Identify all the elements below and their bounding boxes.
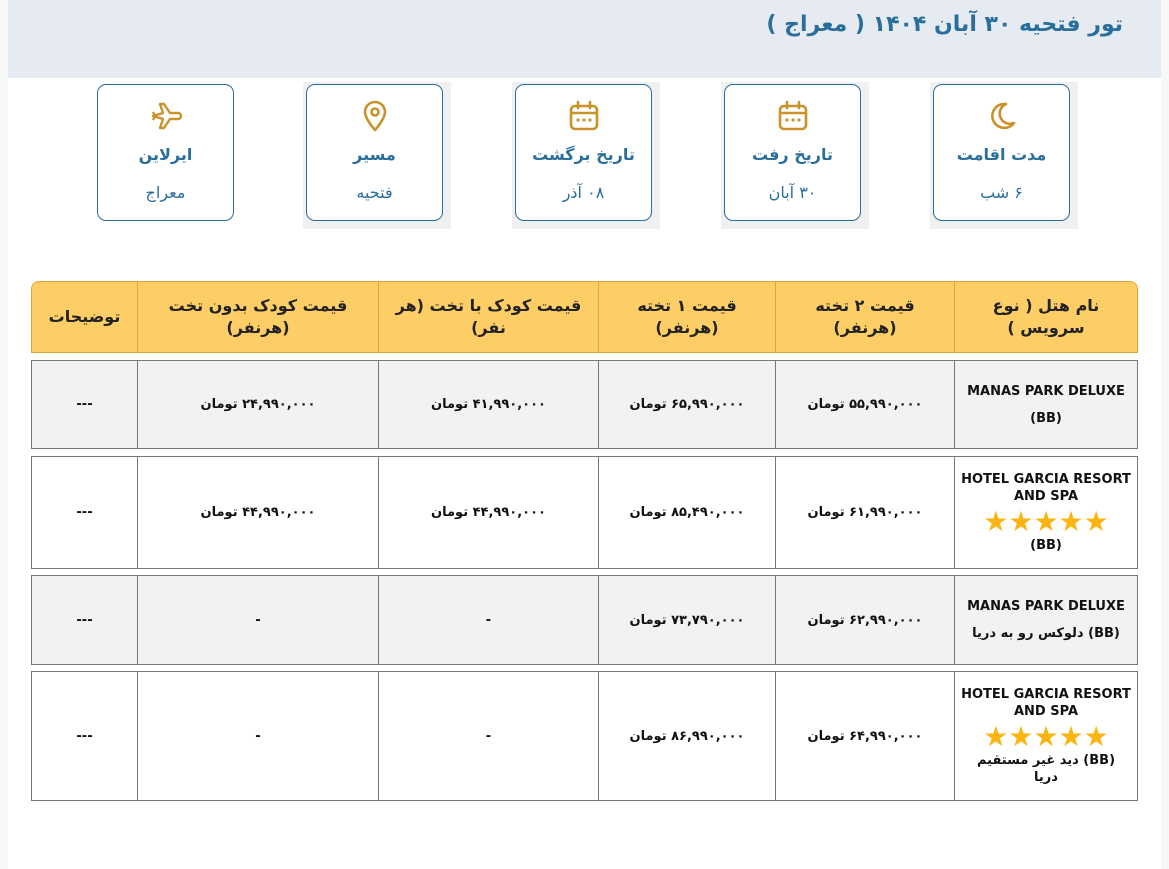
hotel-name: HOTEL GARCIA RESORT AND SPA [961, 687, 1131, 719]
single-price: ۷۳,۷۹۰,۰۰۰ تومان [598, 575, 776, 665]
table-header-row [31, 281, 1138, 353]
calendar-icon [516, 99, 651, 133]
hotel-name: MANAS PARK DELUXE [967, 599, 1125, 614]
card-value: معراج [145, 183, 186, 202]
header-notes: توضیحات [31, 281, 138, 353]
header-double-price: قیمت ۲ تخته (هرنفر) [775, 281, 955, 353]
table-row [31, 671, 1138, 801]
notes: --- [31, 360, 138, 449]
child-nobed-price: - [137, 671, 379, 801]
card-route [303, 82, 451, 229]
hotel-name: HOTEL GARCIA RESORT AND SPA [961, 472, 1131, 504]
card-departure-date [721, 82, 869, 229]
service-type: (BB) دید غیر مستقیم دریا [976, 753, 1116, 785]
double-price: ۶۲,۹۹۰,۰۰۰ تومان [775, 575, 955, 665]
hotel-cell [954, 671, 1138, 801]
card-value: ۰۸ آذر [562, 183, 605, 202]
card-value: فتحیه [356, 183, 393, 202]
table-row [31, 456, 1138, 569]
star-rating: ★★★★★ [983, 505, 1109, 538]
notes: --- [31, 671, 138, 801]
notes: --- [31, 456, 138, 569]
child-nobed-price: - [137, 575, 379, 665]
star-rating: ★★★★★ [983, 720, 1109, 753]
header-single-price: قیمت ۱ تخته (هرنفر) [598, 281, 776, 353]
child-nobed-price: ۴۴,۹۹۰,۰۰۰ تومان [137, 456, 379, 569]
moon-icon [934, 99, 1069, 133]
child-bed-price: - [378, 671, 599, 801]
airplane-icon [98, 99, 233, 133]
child-bed-price: ۴۴,۹۹۰,۰۰۰ تومان [378, 456, 599, 569]
double-price: ۶۴,۹۹۰,۰۰۰ تومان [775, 671, 955, 801]
header-bar [8, 0, 1161, 78]
double-price: ۶۱,۹۹۰,۰۰۰ تومان [775, 456, 955, 569]
child-bed-price: ۴۱,۹۹۰,۰۰۰ تومان [378, 360, 599, 449]
card-label: تاریخ برگشت [532, 145, 635, 164]
card-airline [94, 82, 242, 229]
hotel-name: MANAS PARK DELUXE [967, 383, 1125, 399]
double-price: ۵۵,۹۹۰,۰۰۰ تومان [775, 360, 955, 449]
hotel-cell [954, 575, 1138, 665]
tour-page [8, 0, 1161, 869]
calendar-icon [725, 99, 860, 133]
location-pin-icon [307, 99, 442, 133]
child-nobed-price: ۲۴,۹۹۰,۰۰۰ تومان [137, 360, 379, 449]
notes: --- [31, 575, 138, 665]
card-stay-duration [930, 82, 1078, 229]
header-child-no-bed: قیمت کودک بدون تخت (هرنفر) [137, 281, 379, 353]
card-label: ایرلاین [138, 145, 193, 164]
page-title: تور فتحیه ۳۰ آبان ۱۴۰۴ ( معراج ) [766, 12, 1123, 37]
card-value: ۶ شب [980, 183, 1023, 202]
card-value: ۳۰ آبان [768, 183, 817, 202]
single-price: ۶۵,۹۹۰,۰۰۰ تومان [598, 360, 776, 449]
single-price: ۸۵,۴۹۰,۰۰۰ تومان [598, 456, 776, 569]
card-label: مسیر [353, 145, 396, 164]
single-price: ۸۶,۹۹۰,۰۰۰ تومان [598, 671, 776, 801]
service-type: (BB) [1030, 410, 1062, 426]
card-return-date [512, 82, 660, 229]
hotel-cell [954, 360, 1138, 449]
table-row [31, 360, 1138, 449]
hotel-cell [954, 456, 1138, 569]
child-bed-price: - [378, 575, 599, 665]
card-label: تاریخ رفت [752, 145, 833, 164]
header-child-with-bed: قیمت کودک با تخت (هر نفر) [378, 281, 599, 353]
table-row [31, 575, 1138, 665]
header-hotel-name: نام هتل ( نوع سرویس ) [954, 281, 1138, 353]
card-label: مدت اقامت [956, 145, 1047, 164]
service-type: (BB) [1030, 538, 1062, 553]
service-type: (BB) دلوکس رو به دریا [972, 626, 1120, 641]
